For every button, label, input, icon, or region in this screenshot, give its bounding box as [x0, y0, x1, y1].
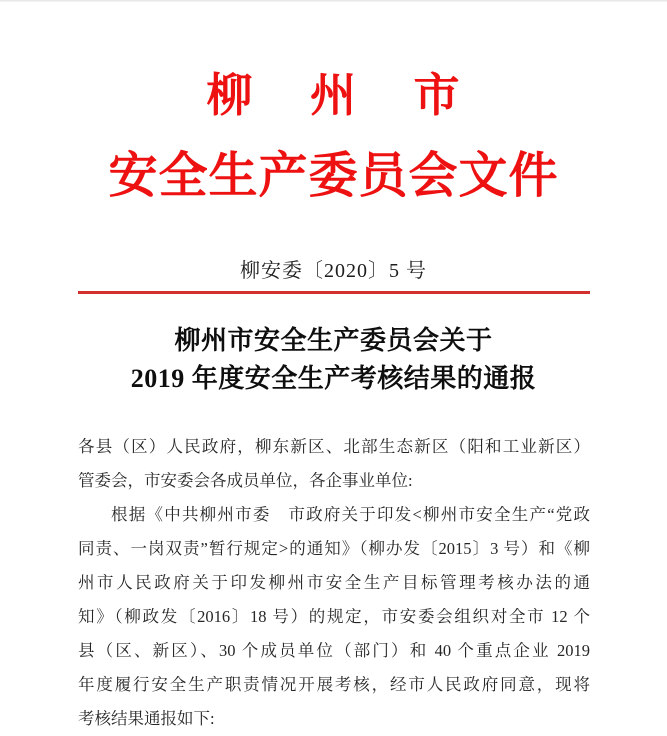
letterhead-city-line: 柳 州 市	[206, 70, 461, 121]
body-line: 州市人民政府关于印发柳州市安全生产目标管理考核办法的通	[78, 573, 590, 592]
body-closing-line: 考核结果通报如下:	[78, 709, 215, 728]
document-body	[78, 430, 590, 736]
document-title	[0, 322, 667, 398]
letterhead-agency-line: 安全生产委员会文件	[108, 148, 559, 203]
doc-number: 柳安委〔2020〕5 号	[240, 260, 427, 282]
title-line-2: 2019 年度安全生产考核结果的通报	[130, 364, 537, 393]
body-line: 根据《中共柳州市委 市政府关于印发<柳州市安全生产“党政	[111, 505, 590, 524]
body-line: 县（区、新区）、30 个成员单位（部门）和 40 个重点企业 2019	[78, 641, 590, 660]
title-line-1: 柳州市安全生产委员会关于	[174, 326, 493, 355]
recipients-line-2: 管委会，市安委会各成员单位，各企事业单位:	[78, 471, 413, 490]
body-line: 年度履行安全生产职责情况开展考核，经市人民政府同意，现将	[78, 675, 590, 694]
body-line: 同责、一岗双责”暂行规定>的通知》（柳办发〔2015〕3 号）和《柳	[78, 539, 590, 558]
recipients-line-1: 各县（区）人民政府，柳东新区、北部生态新区（阳和工业新区）	[78, 437, 590, 456]
red-divider-line	[78, 291, 590, 294]
page-top-edge	[0, 0, 667, 2]
body-line: 知》（柳政发〔2016〕18 号）的规定，市安委会组织对全市 12 个	[78, 607, 590, 626]
